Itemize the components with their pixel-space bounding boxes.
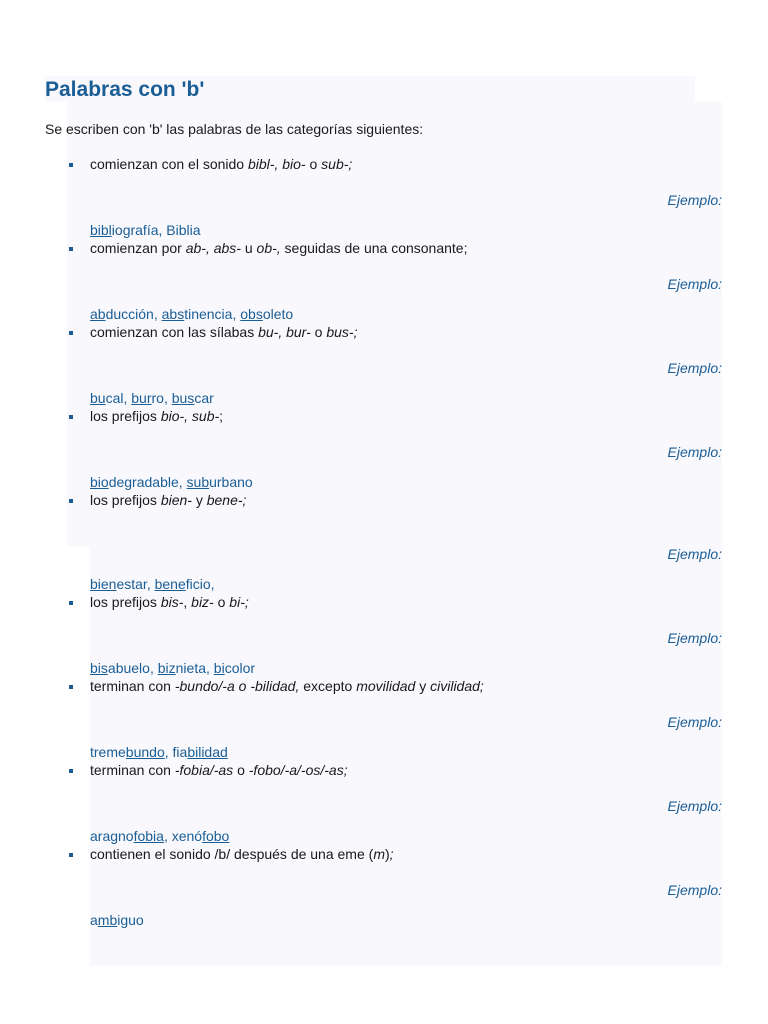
example-word-segment: , fia [164, 744, 188, 760]
rule-label-segment: bu-, bur- [258, 324, 311, 340]
example-word-segment[interactable]: bi [213, 660, 225, 676]
rule-item [45, 407, 722, 491]
example-word-segment: car [194, 390, 214, 406]
rule-label-segment: bis- [160, 594, 184, 610]
example-word-segment[interactable]: ab [90, 306, 106, 322]
rule-label [90, 845, 722, 863]
example-word-segment[interactable]: sub [186, 474, 210, 490]
example-words [90, 659, 722, 677]
example-word-segment: aragno [90, 828, 134, 844]
example-word-segment[interactable]: fobo [202, 828, 230, 844]
rule-label-segment: excepto [299, 678, 357, 694]
example-word-segment[interactable]: abs [161, 306, 185, 322]
rule-label-segment: comienzan con las sílabas [90, 324, 259, 340]
example-words [90, 743, 722, 761]
rule-label-segment: ; [389, 846, 394, 862]
page-title: Palabras con 'b' [45, 78, 205, 101]
example-word-segment: oleto [262, 306, 294, 322]
rule-label [90, 239, 722, 257]
rule-item [45, 155, 722, 239]
rule-label-segment: ob-, [256, 240, 281, 256]
rule-label-segment: bien- [160, 492, 192, 508]
rule-label-segment: sub-; [321, 156, 353, 172]
example-word-segment: iografía, Biblia [111, 222, 201, 238]
bullet-icon [69, 247, 73, 251]
rule-label-segment: o [213, 594, 230, 610]
rule-item [45, 593, 722, 677]
bullet-icon [69, 415, 73, 419]
rule-label [90, 677, 722, 695]
example-heading: Ejemplo: [667, 360, 722, 376]
rule-label-segment: ; [219, 408, 224, 424]
bullet-icon [69, 769, 73, 773]
rule-label-segment: civilidad; [430, 678, 484, 694]
example-word-segment: a [90, 912, 98, 928]
rule-label-segment: bene-; [206, 492, 247, 508]
rule-label-segment: seguidas de una consonante; [280, 240, 468, 256]
example-word-segment[interactable]: mb [97, 912, 118, 928]
rule-label-segment: los prefijos [90, 408, 161, 424]
rule-item [45, 845, 722, 929]
example-word-segment[interactable]: bundo [125, 744, 165, 760]
example-heading: Ejemplo: [667, 276, 722, 292]
rule-label-segment: -fobia/-as [174, 762, 234, 778]
rule-label [90, 155, 722, 173]
example-word-segment[interactable]: bien [90, 576, 117, 592]
bullet-icon [69, 163, 73, 167]
example-word-segment[interactable]: biz [157, 660, 176, 676]
example-heading: Ejemplo: [667, 882, 722, 898]
bullet-icon [69, 331, 73, 335]
rule-item [45, 323, 722, 407]
example-heading: Ejemplo: [667, 546, 722, 562]
example-word-segment: urbano [209, 474, 253, 490]
example-word-segment: , xenó [163, 828, 203, 844]
rule-label-segment: ) [384, 846, 390, 862]
example-word-segment[interactable]: bus [171, 390, 195, 406]
rule-label [90, 593, 722, 611]
example-word-segment: tinencia, [184, 306, 241, 322]
example-word-segment[interactable]: bilidad [187, 744, 228, 760]
rule-label-segment: bus-; [326, 324, 358, 340]
rule-label-segment: bi-; [229, 594, 249, 610]
example-word-segment: treme [90, 744, 126, 760]
bullet-icon [69, 853, 73, 857]
rule-label-segment: ab-, abs- [185, 240, 241, 256]
example-words [90, 305, 722, 323]
rule-label-segment: bio-, sub- [160, 408, 220, 424]
rule-label-segment: -fobo/-a/-os/-as; [248, 762, 348, 778]
rule-label-segment: biz- [191, 594, 214, 610]
example-words [90, 473, 722, 491]
rule-label-segment: bibl-, bio- [248, 156, 306, 172]
example-word-segment[interactable]: fobia [133, 828, 164, 844]
example-words [90, 575, 722, 593]
example-word-segment[interactable]: bibl [90, 222, 112, 238]
example-word-segment: iguo [117, 912, 144, 928]
rule-label-segment: comienzan con el sonido [90, 156, 248, 172]
rule-label-segment: , [183, 594, 192, 610]
example-word-segment: abuelo, [107, 660, 158, 676]
rule-label-segment: m [373, 846, 385, 862]
rule-item [45, 677, 722, 761]
example-word-segment[interactable]: obs [240, 306, 263, 322]
rule-label-segment: -bundo/-a o -bilidad, [174, 678, 300, 694]
rule-label-segment: terminan con [90, 762, 175, 778]
example-words [90, 389, 722, 407]
rule-label [90, 761, 722, 779]
example-heading: Ejemplo: [667, 630, 722, 646]
rule-label-segment: terminan con [90, 678, 175, 694]
article [45, 76, 722, 929]
example-word-segment: ro, [151, 390, 172, 406]
rules-list [45, 155, 722, 929]
rule-label [90, 491, 722, 509]
example-heading: Ejemplo: [667, 444, 722, 460]
example-word-segment[interactable]: bis [90, 660, 108, 676]
example-heading: Ejemplo: [667, 192, 722, 208]
rule-label [90, 323, 722, 341]
example-words [90, 221, 722, 239]
rule-label-segment: y [191, 492, 207, 508]
rule-label-segment: o [233, 762, 249, 778]
rule-label [90, 407, 722, 425]
rule-label-segment: los prefijos [90, 492, 161, 508]
rule-label-segment: movilidad [356, 678, 416, 694]
example-word-segment: estar, [116, 576, 155, 592]
rule-item [45, 491, 722, 593]
example-word-segment: nieta, [175, 660, 214, 676]
rule-label-segment: u [240, 240, 257, 256]
rule-label-segment: o [305, 156, 322, 172]
bullet-icon [69, 601, 73, 605]
example-word-segment: cal, [105, 390, 132, 406]
example-word-segment[interactable]: bene [154, 576, 186, 592]
example-word-segment: degradable, [108, 474, 187, 490]
example-word-segment: ducción, [105, 306, 162, 322]
bullet-icon [69, 685, 73, 689]
example-word-segment: ficio, [185, 576, 215, 592]
example-words [90, 827, 722, 845]
example-word-segment[interactable]: bur [131, 390, 152, 406]
rule-label-segment: y [415, 678, 431, 694]
example-word-segment[interactable]: bio [90, 474, 109, 490]
rule-item [45, 239, 722, 323]
example-heading: Ejemplo: [667, 798, 722, 814]
example-word-segment[interactable]: bu [90, 390, 106, 406]
rule-label-segment: comienzan por [90, 240, 186, 256]
example-words [90, 911, 722, 929]
rule-label-segment: o [310, 324, 327, 340]
rule-label-segment: los prefijos [90, 594, 161, 610]
bullet-icon [69, 499, 73, 503]
rule-item [45, 761, 722, 845]
example-heading: Ejemplo: [667, 714, 722, 730]
rule-label-segment: contienen el sonido /b/ después de una eme ( [90, 846, 374, 862]
example-word-segment: color [224, 660, 256, 676]
intro-text: Se escriben con 'b' las palabras de las categorías siguientes: [45, 121, 424, 137]
